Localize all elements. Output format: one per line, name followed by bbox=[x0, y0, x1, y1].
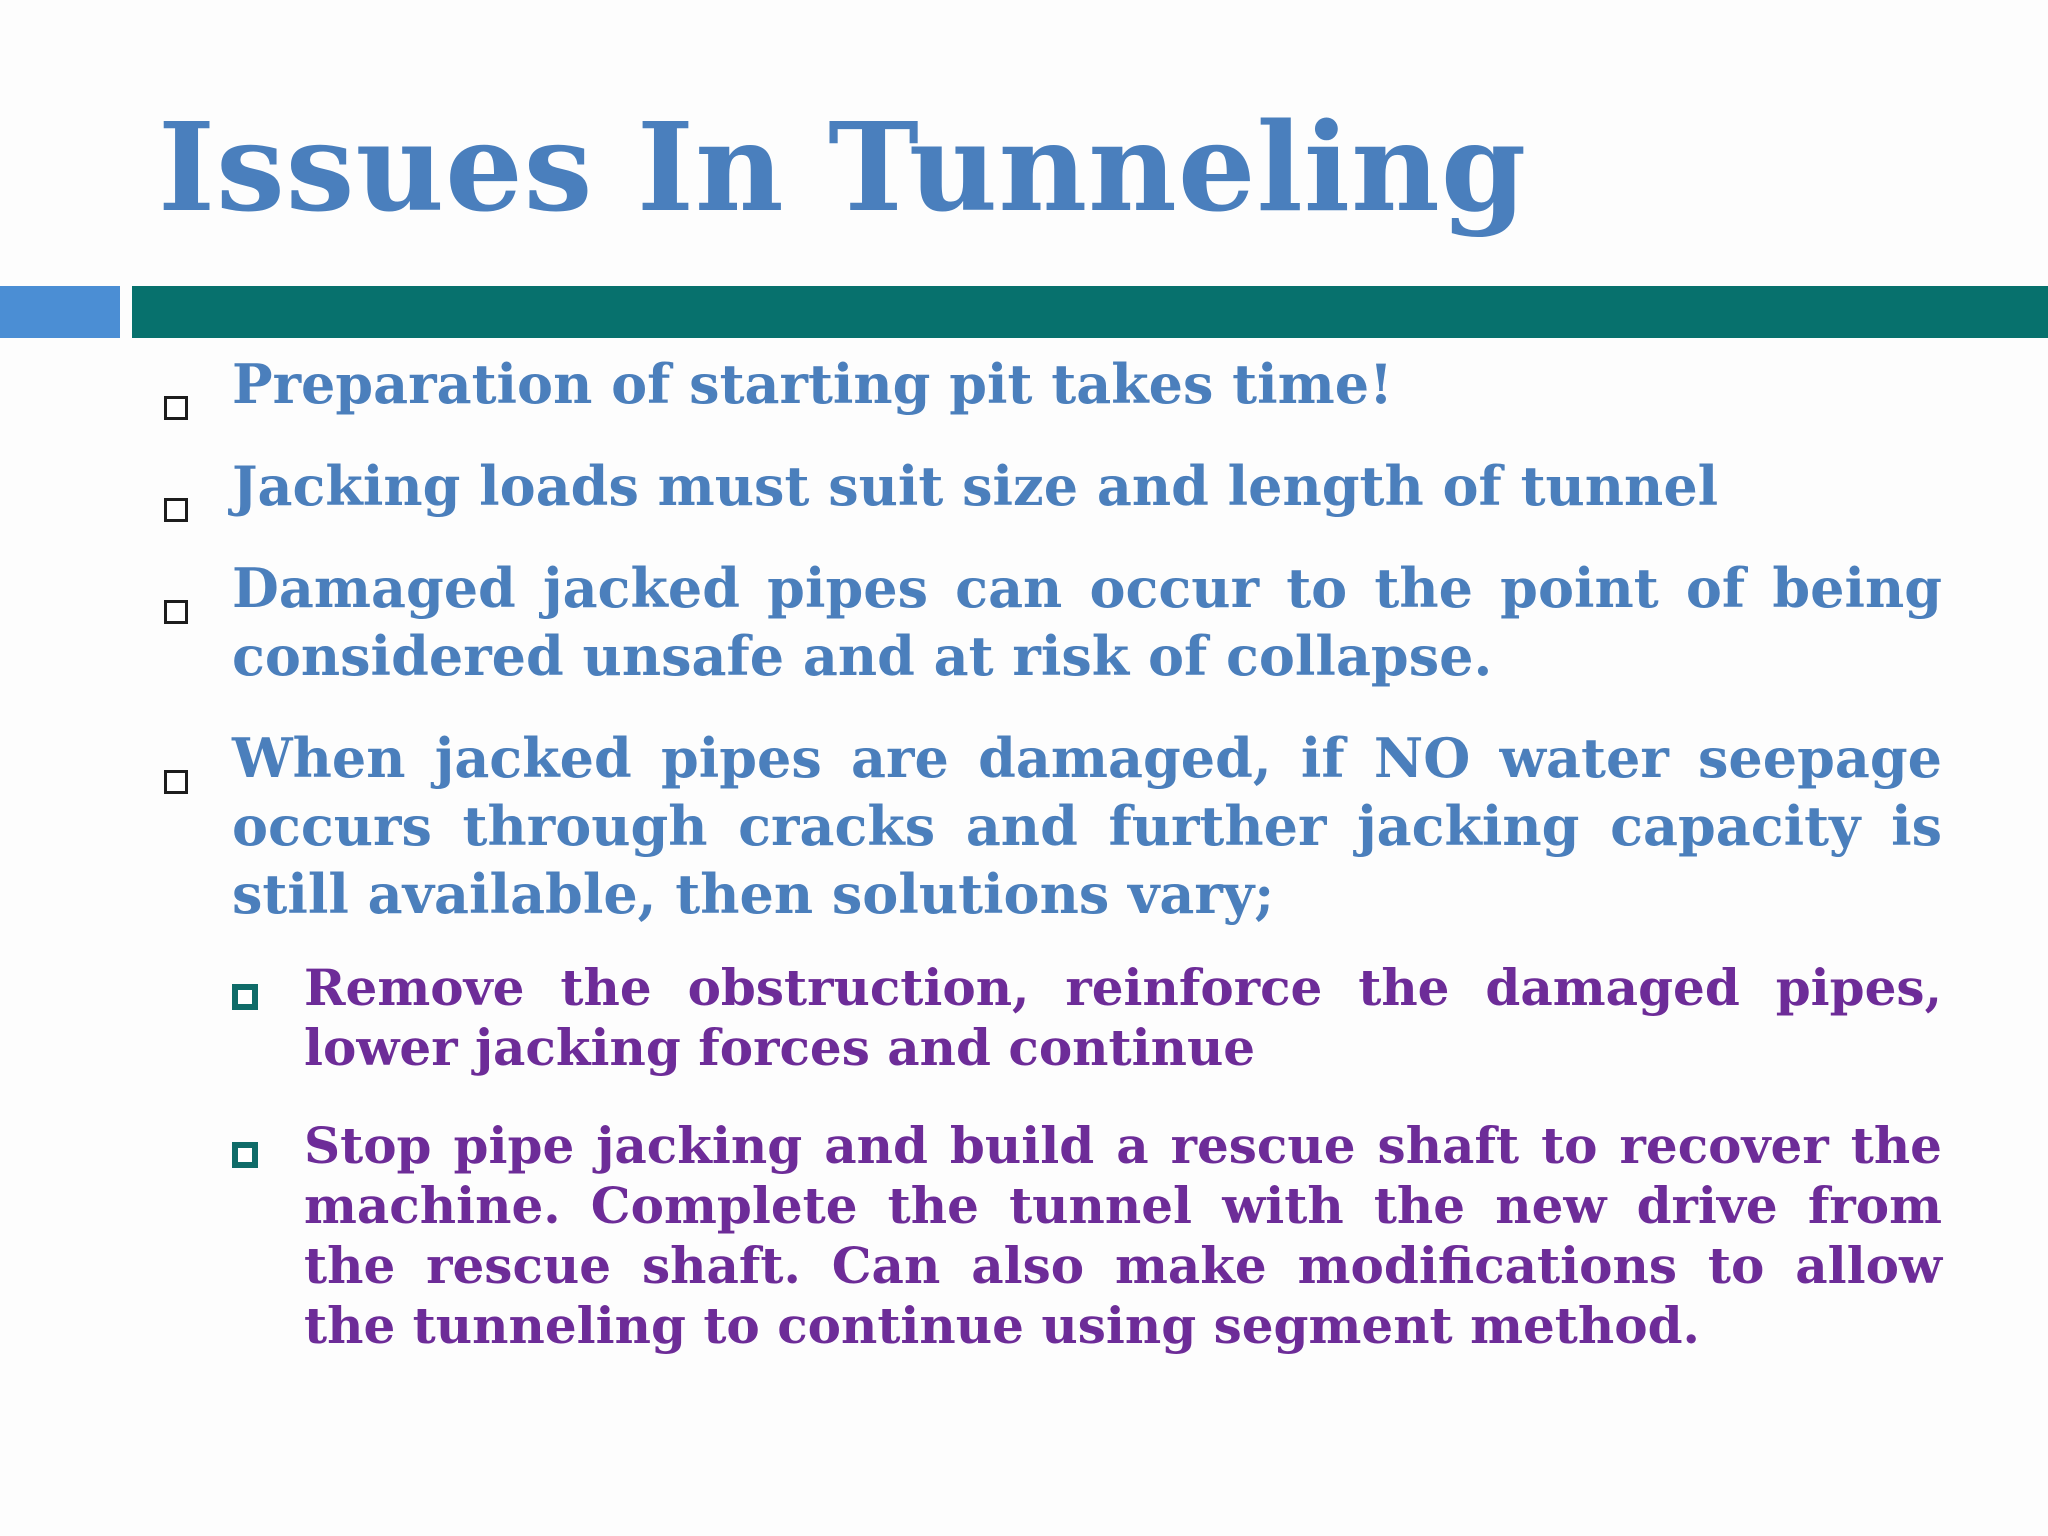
title-rule-bar bbox=[132, 286, 2048, 338]
hollow-square-icon bbox=[164, 498, 188, 522]
hollow-square-icon bbox=[164, 396, 188, 420]
teal-square-icon bbox=[232, 1142, 258, 1168]
hollow-square-icon bbox=[164, 600, 188, 624]
sub-bullet-item-remove-obstruction bbox=[232, 958, 1942, 1078]
bullet-item-damaged-pipes bbox=[150, 554, 1942, 690]
hollow-square-icon bbox=[164, 770, 188, 794]
sub-bullet-text: Stop pipe jacking and build a rescue shaft to recover the machine. Complete the tunnel with the new drive from the rescue shaft. Can also make modifications to allow the tunneling to continue using segment method. bbox=[304, 1116, 1942, 1355]
bullet-text: Damaged jacked pipes can occur to the point of being considered unsafe and at risk of collapse. bbox=[232, 556, 1942, 688]
slide-title: Issues In Tunneling bbox=[158, 95, 1528, 239]
sub-bullet-item-rescue-shaft bbox=[232, 1116, 1942, 1356]
bullet-text: When jacked pipes are damaged, if NO water seepage occurs through cracks and further jacking capacity is still available, then solutions vary; bbox=[232, 726, 1942, 926]
bullet-text: Preparation of starting pit takes time! bbox=[232, 352, 1393, 416]
bullet-item-starting-pit bbox=[150, 350, 1942, 418]
sub-bullet-text: Remove the obstruction, reinforce the damaged pipes, lower jacking forces and continue bbox=[304, 958, 1942, 1077]
bullet-text: Jacking loads must suit size and length of tunnel bbox=[232, 454, 1719, 518]
bullet-list bbox=[150, 350, 1942, 1394]
accent-bar bbox=[0, 286, 120, 338]
bullet-item-solutions bbox=[150, 724, 1942, 928]
teal-square-icon bbox=[232, 984, 258, 1010]
bullet-item-jacking-loads bbox=[150, 452, 1942, 520]
sub-bullet-list bbox=[232, 958, 1942, 1356]
